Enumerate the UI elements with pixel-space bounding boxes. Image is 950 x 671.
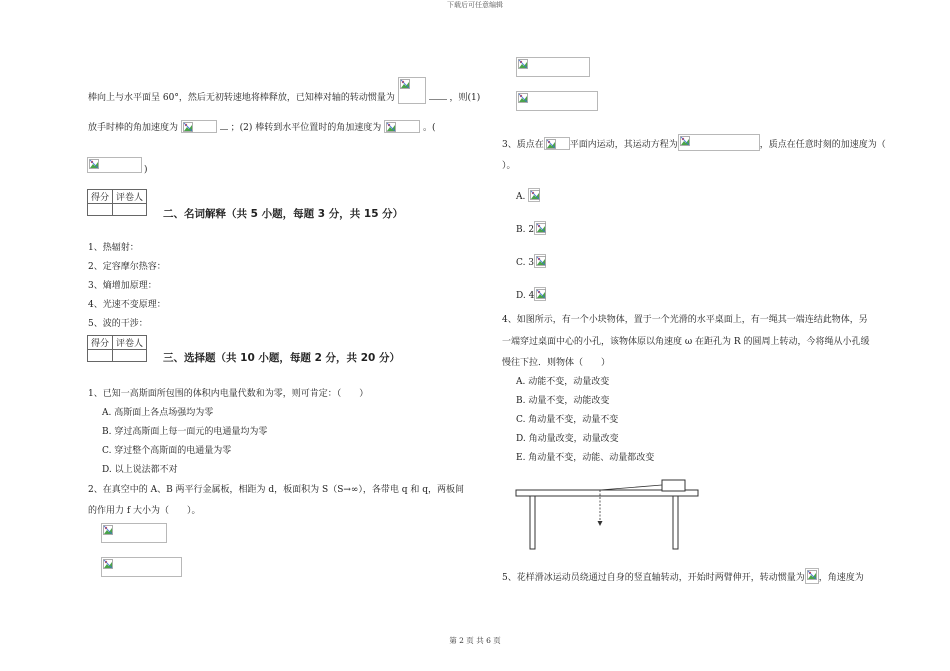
continued-option-image-2 xyxy=(516,91,598,111)
broken-image-icon xyxy=(530,190,540,200)
table-figure xyxy=(512,476,702,552)
q1-option-c: C. 穿过整个高斯面的电通量为零 xyxy=(102,446,232,456)
broken-image-icon xyxy=(400,79,410,89)
answer-image-2 xyxy=(384,120,420,133)
section-3-title: 三、选择题（共 10 小题，每题 2 分，共 20 分） xyxy=(163,352,400,364)
page-header: 下载后可任意编辑 xyxy=(447,1,503,9)
broken-image-icon xyxy=(518,59,528,69)
broken-image-icon xyxy=(89,159,99,169)
q3-stem-line-2: ）。 xyxy=(502,161,516,171)
q3-stem-line-1: 3、质点在 平面内运动，其运动方程为 ，质点在任意时刻的加速度为（ xyxy=(502,134,886,151)
q2-option-image-2 xyxy=(101,557,182,577)
intro-line-2: 放手时棒的角加速度为 ；(2) 棒转到水平位置时的角加速度为 。( xyxy=(88,120,436,134)
q3-option-b-image xyxy=(534,221,546,235)
q4-option-c: C. 角动量不变，动量不变 xyxy=(516,415,619,425)
q4-option-d: D. 角动量改变，动量改变 xyxy=(516,434,619,444)
broken-image-icon xyxy=(546,139,556,149)
table-leg-left xyxy=(530,496,535,549)
answer-blank xyxy=(429,99,447,100)
q2-stem-line-2: 的作用力 f 大小为（ ）。 xyxy=(88,506,201,516)
score-box-2: 得分 评卷人 xyxy=(87,335,147,362)
broken-image-icon xyxy=(536,256,546,266)
q3-equation-image xyxy=(678,134,760,151)
table-leg-right xyxy=(673,496,678,549)
q1-option-d: D. 以上说法都不对 xyxy=(102,465,178,475)
q3-option-a-image xyxy=(528,188,540,202)
answer-blank xyxy=(220,129,228,130)
q3-option-c-image xyxy=(534,254,546,268)
rope-segment xyxy=(600,485,662,490)
score-box-1: 得分 评卷人 xyxy=(87,189,147,216)
term-item: 5、波的干涉： xyxy=(88,319,148,329)
q3-option-c: C. 3 xyxy=(516,254,546,269)
broken-image-icon xyxy=(807,570,817,580)
q5-inertia-image xyxy=(805,568,819,584)
broken-image-icon xyxy=(103,559,113,569)
pull-arrow-icon xyxy=(598,521,603,526)
broken-image-icon xyxy=(536,223,546,233)
q3-option-a: A. xyxy=(516,188,540,203)
term-item: 4、光速不变原理： xyxy=(88,300,166,310)
q2-stem-line-1: 2、在真空中的 A、B 两平行金属板，相距为 d，板面积为 S（S→∞），各带电 q 和 q，两板间 xyxy=(88,485,465,495)
broken-image-icon xyxy=(386,122,396,132)
q3-option-b: B. 2 xyxy=(516,221,546,236)
continued-option-image-1 xyxy=(516,57,590,77)
term-item: 1、热辐射： xyxy=(88,243,139,253)
q4-option-e: E. 角动量不变，动能、动量都改变 xyxy=(516,453,655,463)
q4-option-a: A. 动能不变，动量改变 xyxy=(516,377,610,387)
answer-image-1 xyxy=(181,120,217,133)
section-2-title: 二、名词解释（共 5 小题，每题 3 分，共 15 分） xyxy=(163,208,404,220)
q3-plane-image xyxy=(544,137,570,150)
q4-option-b: B. 动量不变，动能改变 xyxy=(516,396,610,406)
q3-option-d-image xyxy=(534,287,546,301)
broken-image-icon xyxy=(536,289,546,299)
q3-option-d: D. 4 xyxy=(516,287,546,302)
term-item: 3、熵增加原理： xyxy=(88,281,157,291)
q1-option-b: B. 穿过高斯面上每一面元的电通量均为零 xyxy=(102,427,268,437)
q5-stem: 5、花样滑冰运动员绕通过自身的竖直轴转动，开始时两臂伸开，转动惯量为 ，角速度为 xyxy=(502,568,864,584)
broken-image-icon xyxy=(183,122,193,132)
q2-option-image-1 xyxy=(101,523,167,543)
broken-image-icon xyxy=(103,525,113,535)
intro-line-1: 棒向上与水平面呈 60°，然后无初转速地将棒释放，已知棒对轴的转动惯量为 ，则(1) xyxy=(88,77,480,104)
broken-image-icon xyxy=(518,93,528,103)
page-footer: 第 2 页 共 6 页 xyxy=(449,636,501,645)
q4-stem-line-1: 4、如图所示，有一个小块物体，置于一个光滑的水平桌面上，有一绳其一端连结此物体，另 xyxy=(502,315,868,325)
inertia-formula-image xyxy=(398,77,426,104)
closing-paren: ) xyxy=(144,165,148,175)
term-item: 2、定容摩尔热容： xyxy=(88,262,166,272)
q1-stem: 1、已知一高斯面所包围的体积内电量代数和为零，则可肯定：（ ） xyxy=(88,389,369,399)
q1-option-a: A. 高斯面上各点场强均为零 xyxy=(102,408,214,418)
answer-image-3 xyxy=(87,157,142,173)
broken-image-icon xyxy=(680,136,690,146)
q4-stem-line-2: 一端穿过桌面中心的小孔，该物体原以角速度 ω 在距孔为 R 的圆周上转动，今将绳从小孔缓 xyxy=(502,337,870,347)
q4-stem-line-3: 慢往下拉．则物体（ ） xyxy=(502,358,611,368)
block-object xyxy=(662,480,685,491)
